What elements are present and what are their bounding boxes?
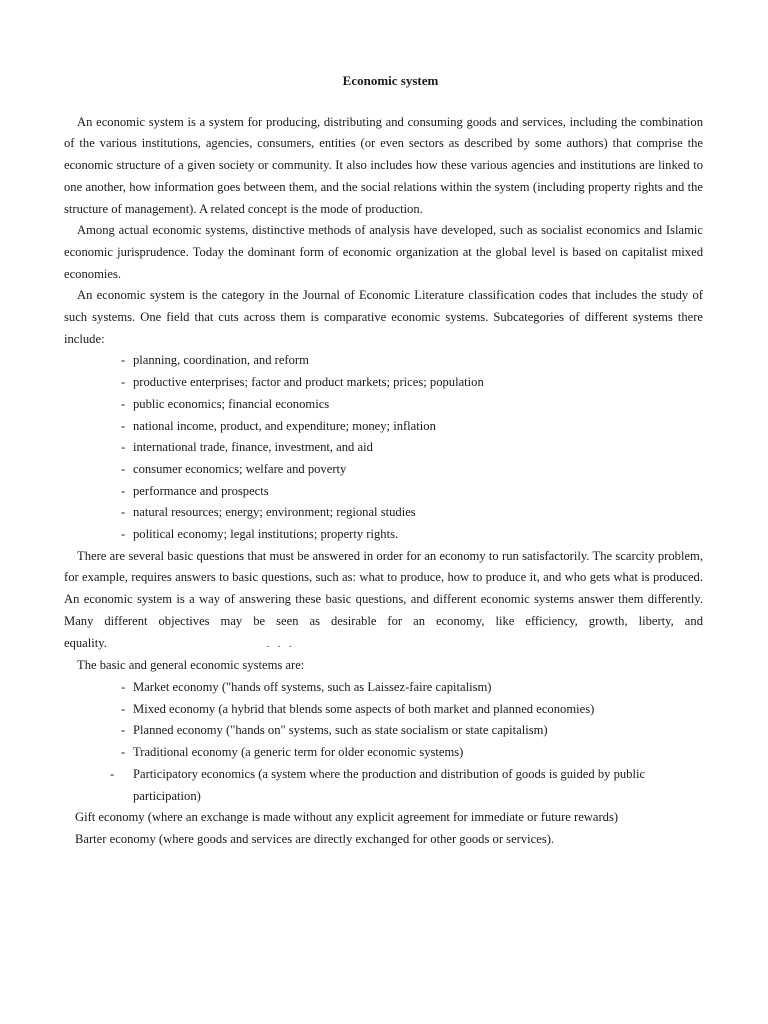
list-item: - political economy; legal institutions; property rights. bbox=[64, 524, 703, 546]
dash-marker: - bbox=[121, 745, 126, 760]
paragraph-jel-category: An economic system is the category in the Journal of Economic Literature classification codes that includes the study of such systems. One field that cuts across them is comparative economic systems. Subcategories of different systems there include: bbox=[64, 288, 703, 346]
dash-marker: - bbox=[121, 505, 126, 520]
systems-list bbox=[64, 677, 703, 807]
paragraph-gift-economy: Gift economy (where an exchange is made without any explicit agreement for immediate or future rewards) bbox=[75, 810, 619, 825]
list-item: - Market economy ("hands off systems, such as Laissez-faire capitalism) bbox=[64, 677, 703, 699]
list-item: - consumer economics; welfare and poverty bbox=[64, 459, 703, 481]
list-item: - national income, product, and expenditure; money; inflation bbox=[64, 416, 703, 438]
dash-marker: - bbox=[121, 418, 126, 433]
dash-marker: - bbox=[121, 723, 126, 738]
dash-marker: - bbox=[121, 440, 126, 455]
subcategory-list bbox=[64, 350, 703, 545]
list-item: - productive enterprises; factor and product markets; prices; population bbox=[64, 372, 703, 394]
paragraph-definition: An economic system is a system for producing, distributing and consuming goods and services, including the combination of the various institutions, agencies, consumers, entities (or even sectors as described by some authors) that comprise the economic structure of a given society or community. It also includes how these various agencies and institutions are linked to one another, how information goes between them, and the social relations within the system (including property rights and the structure of management). A related concept is the mode of production. bbox=[64, 114, 703, 216]
paragraph-basic-questions: There are several basic questions that must be answered in order for an economy to run satisfactorily. The scarcity problem, for example, requires answers to basic questions, such as: what to produce, how to produce it, and who gets what is produced. An economic system is a way of answering these basic questions, and different economic systems answer them differently. Many different objectives may be seen as desirable for an economy, like efficiency, growth, liberty, and equality. . . . bbox=[64, 548, 703, 650]
list-item: - Planned economy ("hands on" systems, such as state socialism or state capitalism) bbox=[64, 720, 703, 742]
list-item: - Traditional economy (a generic term for older economic systems) bbox=[64, 742, 703, 764]
list-item: - planning, coordination, and reform bbox=[64, 350, 703, 372]
list-item: - Mixed economy (a hybrid that blends some aspects of both market and planned economies) bbox=[64, 699, 703, 721]
dash-marker: - bbox=[110, 766, 115, 781]
dash-marker: - bbox=[121, 527, 126, 542]
dash-marker: - bbox=[121, 461, 126, 476]
paragraph-barter-economy: Barter economy (where goods and services are directly exchanged for other goods or services). bbox=[75, 831, 555, 846]
dash-marker: - bbox=[121, 701, 126, 716]
document-title: Economic system bbox=[342, 73, 439, 88]
document-page bbox=[64, 70, 703, 851]
list-item: - performance and prospects bbox=[64, 481, 703, 503]
dash-marker: - bbox=[121, 353, 126, 368]
list-item: - public economics; financial economics bbox=[64, 394, 703, 416]
paragraph-systems-intro: The basic and general economic systems are: bbox=[77, 658, 305, 673]
paragraph-methods: Among actual economic systems, distinctive methods of analysis have developed, such as socialist economics and Islamic economic jurisprudence. Today the dominant form of economic organization at the global level is based on capitalist mixed economies. bbox=[64, 223, 703, 281]
dash-marker: - bbox=[121, 396, 126, 411]
dash-marker: - bbox=[121, 679, 126, 694]
list-item: - natural resources; energy; environment; regional studies bbox=[64, 502, 703, 524]
list-item: - Participatory economics (a system where the production and distribution of goods is guided by public participation) bbox=[64, 764, 703, 807]
dash-marker: - bbox=[121, 483, 126, 498]
dash-marker: - bbox=[121, 375, 126, 390]
list-item: - international trade, finance, investment, and aid bbox=[64, 437, 703, 459]
ellipsis-mark: . . . bbox=[266, 638, 295, 650]
